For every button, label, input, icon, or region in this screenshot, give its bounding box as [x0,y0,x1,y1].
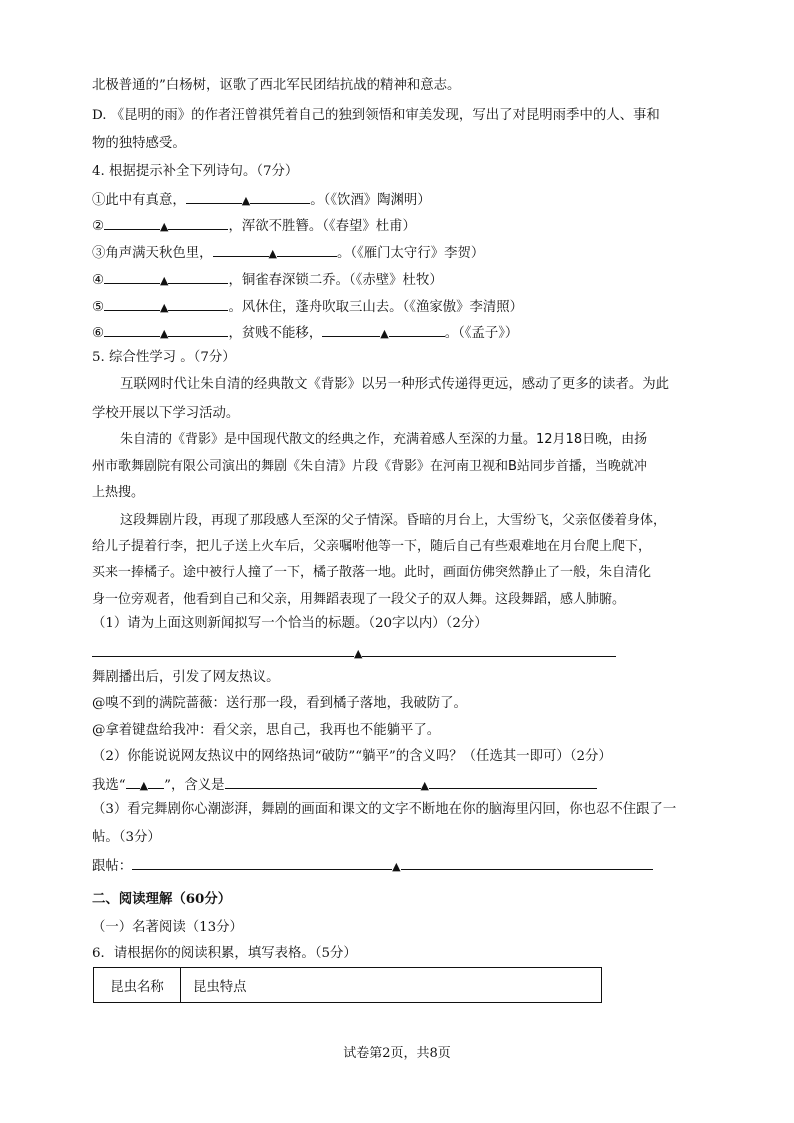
answer-blank[interactable] [104,296,160,311]
answer-blank[interactable] [322,322,380,337]
answer-blank[interactable] [429,774,597,789]
answer-blank[interactable] [168,215,228,230]
answer-blank[interactable] [92,642,354,657]
poem-text: ，铜雀春深锁二乔。（《赤壁》杜牧） [228,273,443,288]
paragraph-line: 给儿子提着行李，把儿子送上火车后，父亲嘱咐他等一下，随后自己有些艰难地在月台爬上爬下， [92,539,652,554]
triangle-icon: ▲ [420,779,429,792]
question-5-title: 5. 综合性学习 。（7分） [92,350,236,365]
question-4-title: 4. 根据提示补全下列诗句。（7分） [92,164,299,179]
answer-blank[interactable] [168,322,228,337]
answer-blank[interactable] [401,855,653,870]
paragraph-line: 学校开展以下学习活动。 [92,406,240,421]
question-6: 6．请根据你的阅读积累，填写表格。（5分） [92,946,357,961]
table-header-cell: 昆虫特点 [193,979,247,995]
section-2-heading: 二、阅读理解（60分） [92,891,232,907]
text-line: 物的独特感受。 [92,136,186,151]
comment-line: @嗅不到的满院蔷薇：送行那一段，看到橘子落地，我破防了。 [92,696,467,711]
triangle-icon: ▲ [241,194,251,207]
answer-blank[interactable] [225,774,421,789]
text-line: 帖。（3分） [92,830,161,845]
poem-text: ，浑欲不胜簪。（《春望》杜甫） [228,219,416,234]
poem-line-3 [92,242,484,264]
poem-text: ③角声满天秋色里， [92,246,213,261]
question-5-3: （3）看完舞剧你心潮澎湃，舞剧的画面和课文的文字不断地在你的脑海里闪回，你也忍不住跟了一 [92,802,677,817]
poem-line-5 [92,296,523,318]
prompt-text: 跟帖： [92,859,133,874]
paragraph-line: 买来一捧橘子。途中被行人撞了一下，橘子散落一地。此时，画面仿佛突然静止了一般，朱自清化 [92,565,652,580]
answer-blank[interactable] [148,774,164,789]
paragraph-line: 州市歌舞剧院有限公司演出的舞剧《朱自清》片段《背影》在河南卫视和B站同步首播，当晚就冲 [92,459,647,474]
poem-text: 。风休住，蓬舟吹取三山去。（《渔家傲》李清照） [228,300,524,315]
text-line: D. 《昆明的雨》的作者汪曾祺凭着自己的独到领悟和审美发现，写出了对昆明雨季中的人、事和 [92,108,660,123]
poem-text: ⑤ [92,300,105,315]
triangle-icon: ▲ [268,247,277,260]
poem-text: ④ [92,273,105,288]
paragraph-line: 这段舞剧片段，再现了那段感人至深的父子情深。昏暗的月台上，大雪纷飞，父亲伛偻着身体， [120,513,667,528]
answer-blank[interactable] [362,642,616,657]
triangle-icon: ▲ [139,779,149,792]
follow-post-line [92,855,653,877]
triangle-icon: ▲ [354,647,363,660]
triangle-icon: ▲ [160,220,169,233]
answer-blank[interactable] [168,269,228,284]
text-line: 舞剧播出后，引发了网友热议。 [92,670,280,685]
triangle-icon: ▲ [392,860,401,873]
page-footer: 试卷第2页，共8页 [343,1046,451,1061]
insect-table [93,967,602,1003]
answer-blank[interactable] [250,189,310,204]
poem-line-4 [92,269,443,291]
poem-text: 。（《饮酒》陶渊明） [310,193,431,208]
poem-text: ⑥ [92,326,105,341]
comment-line: @拿着键盘给我冲：看父亲，思自己，我再也不能躺平了。 [92,723,441,738]
question-5-1: （1）请为上面这则新闻拟写一个恰当的标题。（20字以内）（2分） [92,616,488,631]
poem-line-1 [92,189,431,211]
poem-text: 。（《雁门太守行》李贺） [336,246,485,261]
answer-blank[interactable] [389,322,445,337]
triangle-icon: ▲ [160,301,169,314]
prompt-text: ”，含义是 [164,778,225,793]
triangle-icon: ▲ [380,327,389,340]
answer-blank[interactable] [104,215,160,230]
poem-text: 。（《孟子》） [444,326,519,341]
answer-blank[interactable] [132,855,392,870]
poem-text: ② [92,219,105,234]
triangle-icon: ▲ [160,274,169,287]
answer-blank[interactable] [277,242,337,257]
question-5-2: （2）你能说说网友热议中的网络热词“破防”“躺平”的含义吗？（任选其一即可）（2分） [92,749,612,764]
paragraph-line: 朱自清的《背影》是中国现代散文的经典之作，充满着感人至深的力量。12月18日晚，由扬 [120,432,648,447]
answer-blank[interactable] [126,774,140,789]
paragraph-line: 互联网时代让朱自清的经典散文《背影》以另一种形式传递得更远，感动了更多的读者。为此 [120,377,670,392]
answer-blank[interactable] [104,269,160,284]
triangle-icon: ▲ [160,327,169,340]
paragraph-line: 身一位旁观者，他看到自己和父亲，用舞蹈表现了一段父子的双人舞。这段舞蹈，感人肺腑。 [92,592,626,607]
poem-text: ①此中有真意， [92,193,186,208]
poem-line-2 [92,215,416,237]
answer-blank[interactable] [186,189,242,204]
answer-blank[interactable] [168,296,228,311]
choice-answer-line [92,774,597,796]
answer-blank[interactable] [213,242,269,257]
paragraph-line: 上热搜。 [92,485,145,500]
subsection-heading: （一）名著阅读（13分） [92,920,243,935]
text-line: 北极普通的”白杨树，讴歌了西北军民团结抗战的精神和意志。 [92,78,461,93]
poem-line-6 [92,322,518,344]
table-header-cell: 昆虫名称 [94,968,181,1002]
poem-text: ，贫贱不能移， [228,326,323,341]
headline-answer-line [92,642,616,664]
answer-blank[interactable] [104,322,160,337]
prompt-text: 我选“ [92,778,126,793]
